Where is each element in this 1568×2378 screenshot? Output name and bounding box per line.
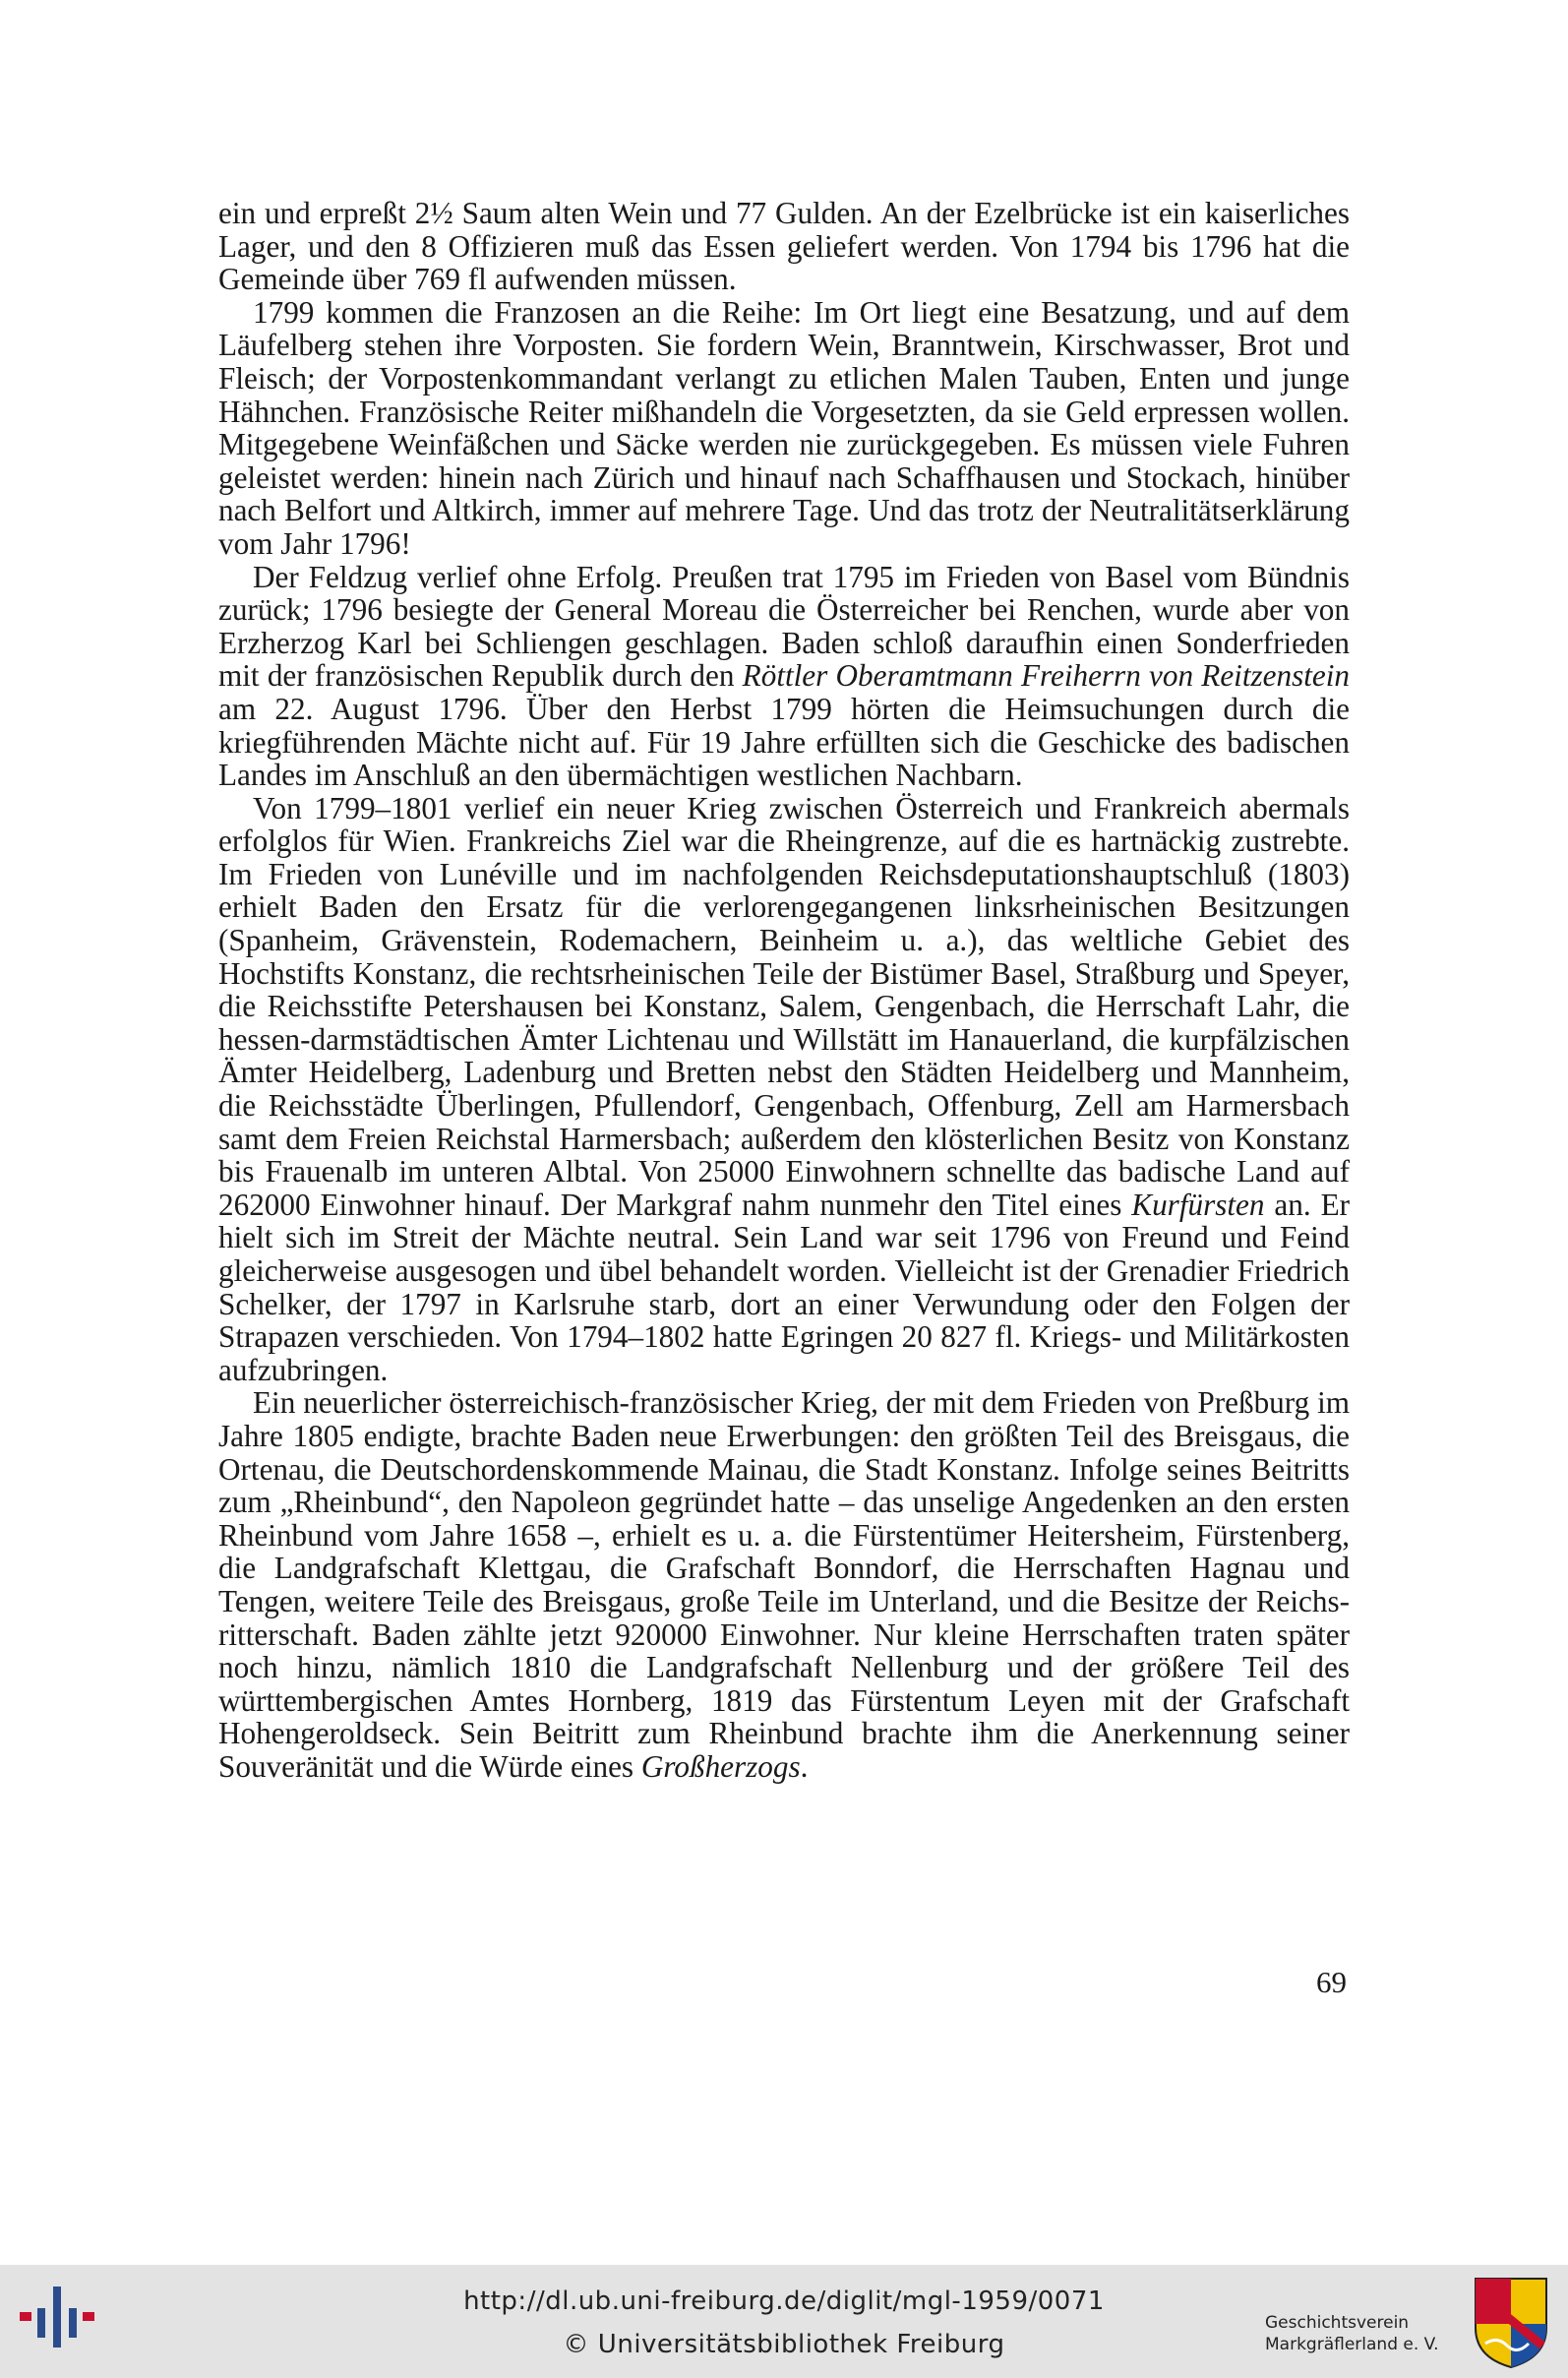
- body-paragraph: [218, 1386, 1350, 1783]
- text-run: 1799 kommen die Franzosen an die Reihe: Im Ort liegt eine Besatzung, und auf dem Läufelberg stehen ihre Vorposten. Sie fordern Wein, Branntwein, Kirschwasser, Brot und Fleisch; der Vorpostenkommandant verlangt zu etlichen Malen Tauben, Enten und junge Hähnchen. Französische Reiter mißhandeln die Vorgesetzten, da sie Geld erpressen wollen. Mitgegebene Weinfäßchen und Säcke werden nie zurückgegeben. Es müssen viele Fuhren geleistet werden: hinein nach Zürich und hinauf nach Schaffhausen und Stockach, hinüber nach Belfort und Altkirch, immer auf mehrere Tage. Und das trotz der Neutralitätserklärung vom Jahr 1796!: [218, 294, 1350, 561]
- text-run: .: [800, 1748, 809, 1784]
- copyright-notice: © Universitätsbibliothek Freiburg: [563, 2330, 1005, 2359]
- society-name-line2: Markgräflerland e. V.: [1265, 2335, 1439, 2354]
- text-run: Ein neuerlicher österreichisch-französischer Krieg, der mit dem Frieden von Preßburg im Jahre 1805 endigte, brachte Baden neue Erwerbungen: den größten Teil des Breisgaus, die Ortenau, die Deutschordenskommende Mainau, die Stadt Konstanz. Infolge seines Beitritts zum „Rheinbund“, den Napoleon gegründet hatte – das unselige Angedenken an den ersten Rheinbund vom Jahre 1658 –, erhielt es u. a. die Fürstentümer Heitersheim, Fürstenberg, die Landgrafschaft Klettgau, die Grafschaft Bonndorf, die Herrschaften Hagnau und Tengen, weitere Teile des Breisgaus, große Teile im Unterland, und die Besitze der Reichsritterschaft. Baden zählte jetzt 920000 Einwohner. Nur kleine Herrschaften traten später noch hinzu, nämlich 1810 die Landgrafschaft Nellenburg und der größere Teil des württembergischen Amtes Hornberg, 1819 das Fürstentum Leyen mit der Grafschaft Hohengeroldseck. Sein Beitritt zum Rheinbund brachte ihm die Anerkennung seiner Souveränität und die Würde eines: [218, 1385, 1350, 1784]
- body-paragraph: [218, 197, 1350, 296]
- text-run: am 22. August 1796. Über den Herbst 1799 hörten die Heimsuchungen durch die kriegführenden Mächte nicht auf. Für 19 Jahre erfüllten sich die Geschicke des badischen Landes im Anschluß an den übermächtigen westlichen Nachbarn.: [218, 691, 1350, 793]
- body-paragraph: [218, 561, 1350, 792]
- document-url[interactable]: http://dl.ub.uni-freiburg.de/diglit/mgl-1959/0071: [463, 2287, 1105, 2316]
- body-paragraph: [218, 792, 1350, 1387]
- text-run: Der Feldzug verlief ohne Erfolg. Preußen trat 1795 im Frieden von Basel vom Bündnis zurück; 1796 besiegte der General Moreau die Österreicher bei Renchen, wurde aber von Erzherzog Karl bei Schliengen geschlagen. Baden schloß daraufhin einen Sonderfrieden mit der französischen Republik durch den: [218, 559, 1350, 694]
- society-crest-icon[interactable]: [1472, 2275, 1550, 2369]
- text-run: ein und erpreßt 2½ Saum alten Wein und 77 Gulden. An der Ezelbrücke ist ein kaiserliches Lager, und den 8 Offizieren muß das Essen geliefert werden. Von 1794 bis 1796 hat die Gemeinde über 769 fl aufwenden müssen.: [218, 196, 1350, 297]
- text-run: an. Er hielt sich im Streit der Mächte neutral. Sein Land war seit 1796 von Freund und Feind gleicherweise ausgesogen und übel behandelt worden. Vielleicht ist der Grenadier Friedrich Schelker, der 1797 in Karlsruhe starb, dort an einer Verwundung oder den Folgen der Strapazen verschieden. Von 1794–1802 hatte Egringen 20 827 fl. Kriegs- und Militärkosten aufzubringen.: [218, 1187, 1351, 1387]
- body-paragraph: [218, 296, 1350, 561]
- page-body: [218, 197, 1350, 1784]
- society-name-line1: Geschichtsverein: [1265, 2313, 1410, 2333]
- italic-text: Großherzogs: [640, 1748, 801, 1784]
- italic-text: Röttler Oberamtmann Freiherrn von Reitzenstein: [742, 658, 1350, 694]
- italic-text: Kurfürsten: [1131, 1187, 1265, 1222]
- footer-bar: [0, 2265, 1568, 2378]
- text-run: Von 1799–1801 verlief ein neuer Krieg zwischen Österreich und Frankreich abermals erfolglos für Wien. Frankreichs Ziel war die Rheingrenze, auf die es hartnäckig zustrebte. Im Frieden von Lunéville und im nachfolgenden Reichsdeputationshauptschluß (1803) erhielt Baden den Ersatz für die verlorengegangenen linksrheinischen Besitzungen (Spanheim, Grävenstein, Rodemachern, Beinheim u. a.), das weltliche Gebiet des Hochstifts Konstanz, die rechtsrheinischen Teile der Bistümer Basel, Straßburg und Speyer, die Reichsstifte Petershausen bei Konstanz, Salem, Gengenbach, die Herrschaft Lahr, die hessen-darmstädtischen Ämter Lichtenau und Willstätt im Hanauerland, die kurpfälzischen Ämter Heidelberg, Ladenburg und Bretten nebst den Städten Heidelberg und Mannheim, die Reichsstädte Überlingen, Pfullendorf, Gengenbach, Offenburg, Zell am Harmersbach samt dem Freien Reichstal Harmersbach; außerdem den klösterlichen Besitz von Konstanz bis Frauenalb im unteren Albtal. Von 25000 Einwohnern schnellte das badische Land auf 262000 Einwohner hinauf. Der Markgraf nahm nunmehr den Titel eines: [218, 790, 1350, 1222]
- society-name[interactable]: [1265, 2312, 1439, 2355]
- page-number: 69: [1316, 1965, 1347, 1999]
